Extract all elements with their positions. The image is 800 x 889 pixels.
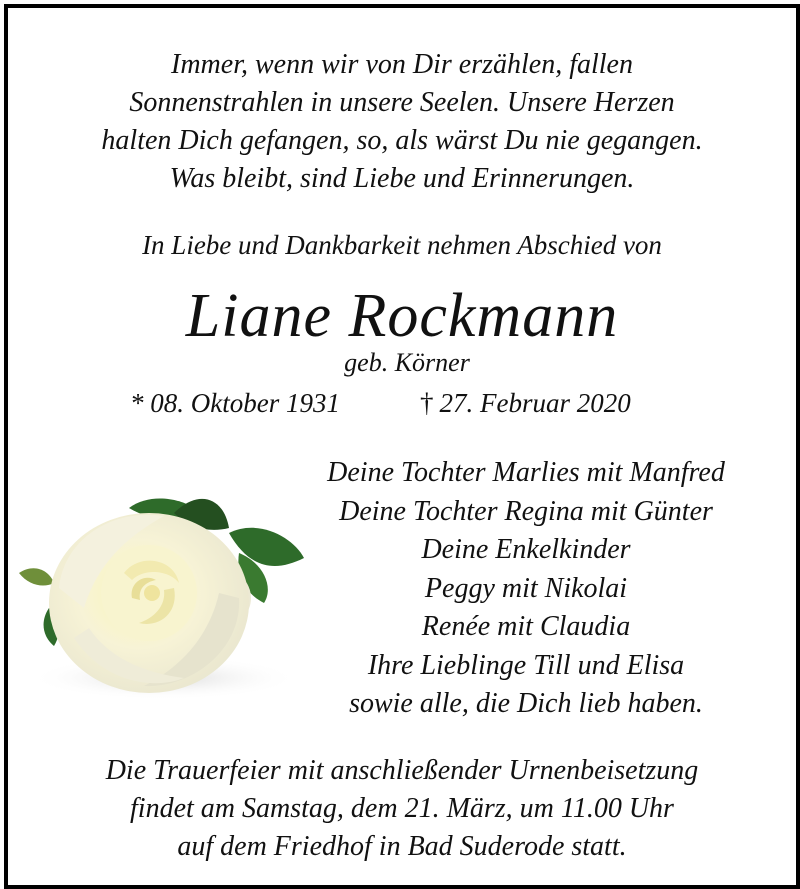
funeral-info xyxy=(8,752,796,866)
poem-line: Sonnenstrahlen in unsere Seelen. Unsere Herzen xyxy=(129,87,675,118)
family-list xyxy=(266,454,786,724)
family-line: Ihre Lieblinge Till und Elisa xyxy=(367,649,685,681)
deceased-name: Liane Rockmann xyxy=(185,282,619,350)
family-line: Deine Tochter Regina mit Günter xyxy=(339,495,713,527)
death-date-group xyxy=(420,388,631,419)
birth-date: * 08. Oktober 1931 xyxy=(130,388,340,418)
funeral-line: Die Trauerfeier mit anschließender Urnenbeisetzung xyxy=(105,755,699,786)
obituary-notice xyxy=(4,4,800,889)
farewell-intro: In Liebe und Dankbarkeit nehmen Abschied von xyxy=(142,230,662,260)
family-line: Renée mit Claudia xyxy=(421,611,631,642)
funeral-line: findet am Samstag, dem 21. März, um 11.00 Uhr xyxy=(130,793,674,824)
poem-line: halten Dich gefangen, so, als wärst Du nie gegangen. xyxy=(101,125,703,156)
poem-line: Immer, wenn wir von Dir erzählen, fallen xyxy=(171,49,633,80)
family-line: Peggy mit Nikolai xyxy=(424,572,628,604)
poem xyxy=(8,46,796,198)
poem-line: Was bleibt, sind Liebe und Erinnerungen. xyxy=(169,163,635,194)
funeral-line: auf dem Friedhof in Bad Suderode statt. xyxy=(177,831,627,862)
death-date: 27. Februar 2020 xyxy=(439,388,631,418)
family-line: Deine Enkelkinder xyxy=(421,534,631,565)
cross-icon: † xyxy=(420,388,434,418)
family-line: sowie alle, die Dich lieb haben. xyxy=(349,688,703,719)
family-line: Deine Tochter Marlies mit Manfred xyxy=(327,457,725,488)
birth-name: geb. Körner xyxy=(344,348,470,377)
